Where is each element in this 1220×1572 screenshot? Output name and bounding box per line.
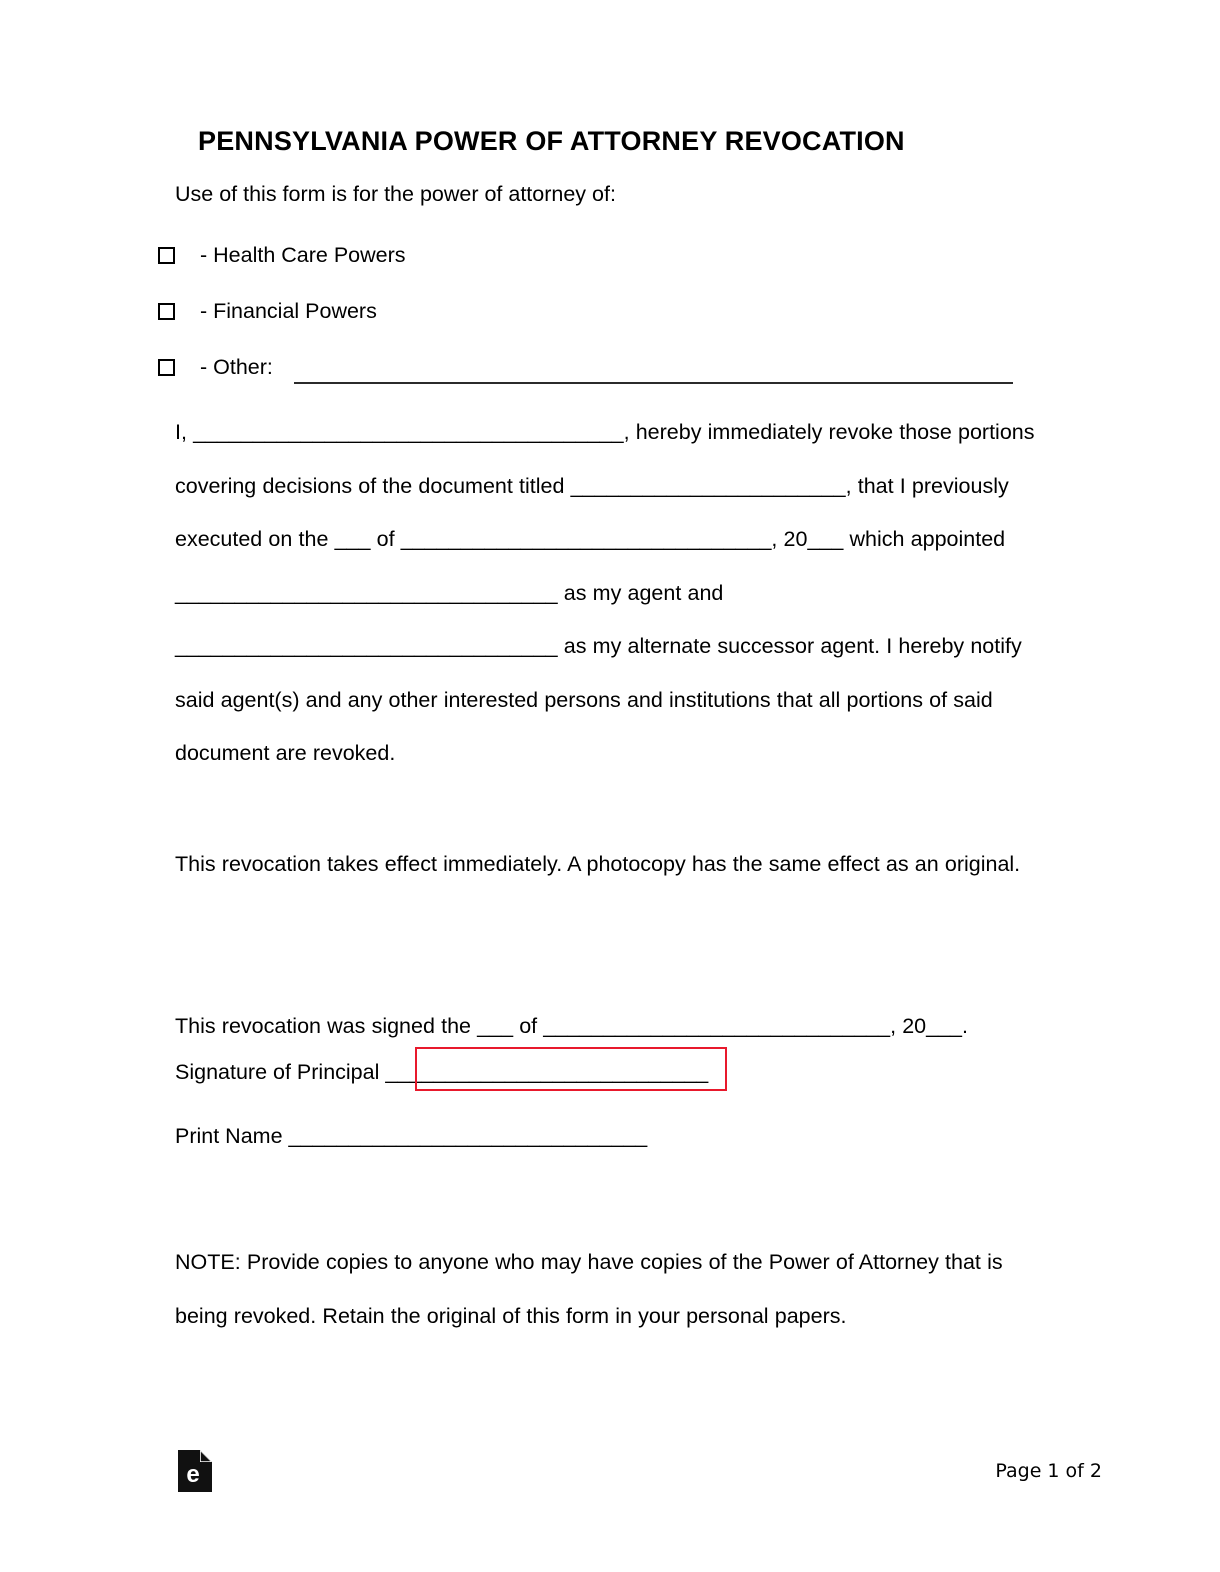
page-title: PENNSYLVANIA POWER OF ATTORNEY REVOCATION	[198, 126, 905, 157]
checkbox-label-financial-powers: - Financial Powers	[200, 298, 377, 323]
checkbox-row-financial-powers[interactable]	[158, 298, 377, 324]
checkbox-row-health-care-powers[interactable]	[158, 242, 406, 268]
note-paragraph: NOTE: Provide copies to anyone who may have copies of the Power of Attorney that is being revoked. Retain the original of this form in your personal papers.	[175, 1250, 1009, 1328]
print-name-line[interactable]: Print Name ______________________________	[175, 1124, 648, 1148]
intro-text: Use of this form is for the power of attorney of:	[175, 182, 616, 206]
other-blank-line[interactable]	[294, 382, 1013, 384]
checkbox-label-health-care-powers: - Health Care Powers	[200, 242, 406, 267]
checkbox-label-other: - Other:	[200, 354, 273, 379]
checkbox-unchecked-icon[interactable]	[158, 303, 175, 320]
checkbox-row-other[interactable]	[158, 354, 273, 380]
eforms-logo-icon	[178, 1450, 212, 1492]
signature-field-highlight[interactable]	[415, 1047, 727, 1091]
page-number: Page 1 of 2	[995, 1460, 1102, 1482]
revocation-paragraph: I, ____________________________________, hereby immediately revoke those portions covering decisions of the document titled _______________________, that I previously executed on the ___ of _______________________________, 20___ which appointed ________________________________ as my agent and ________________________________ as my alternate successor agent. I hereby notify said agent(s) and any other interested persons and institutions that all portions of said document are revoked.	[175, 420, 1041, 765]
svg-text:e: e	[186, 1461, 200, 1488]
checkbox-unchecked-icon[interactable]	[158, 247, 175, 264]
signature-of-principal-line[interactable]: Signature of Principal ___________________________	[175, 1060, 709, 1084]
signed-date-line: This revocation was signed the ___ of _____________________________, 20___.	[175, 1014, 968, 1038]
checkbox-unchecked-icon[interactable]	[158, 359, 175, 376]
effect-paragraph: This revocation takes effect immediately. A photocopy has the same effect as an original.	[175, 852, 1021, 876]
